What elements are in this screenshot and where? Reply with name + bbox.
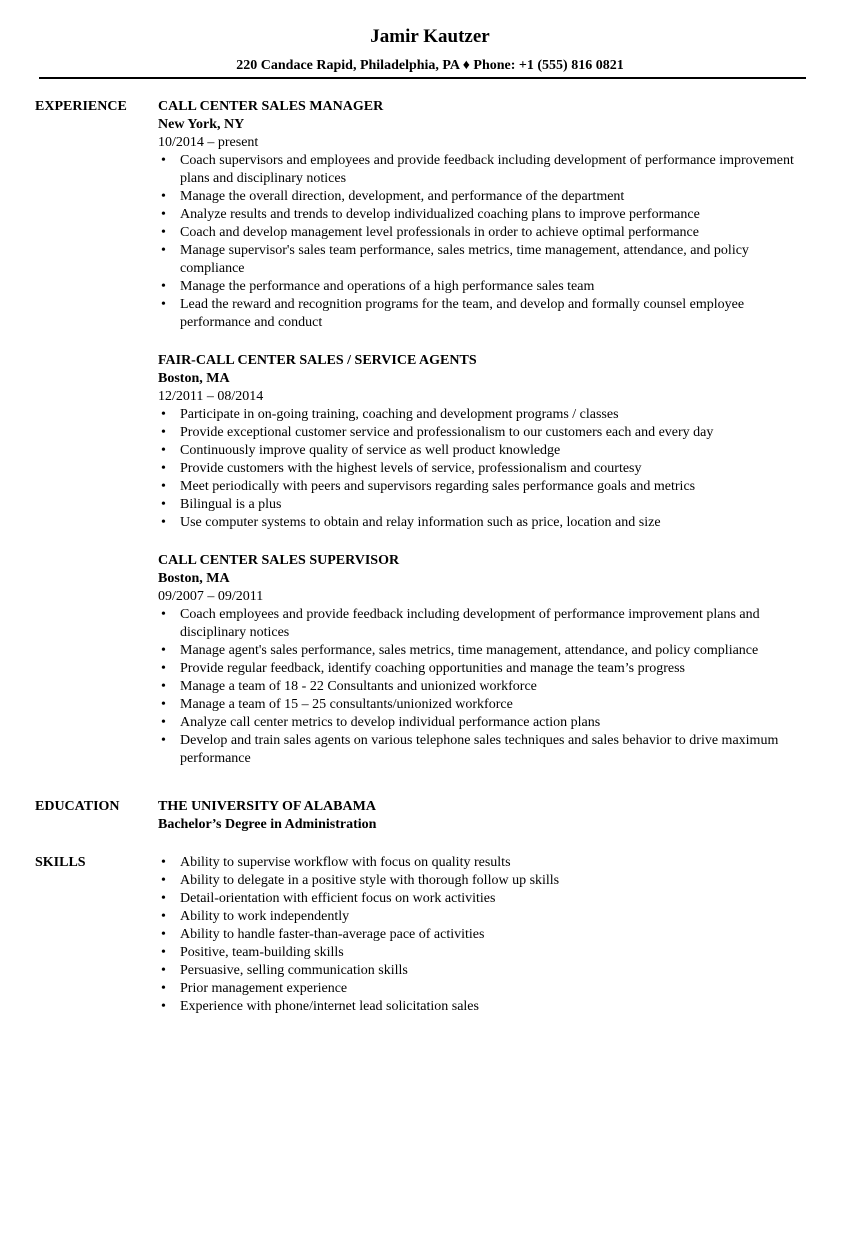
list-item: • Analyze results and trends to develop individualized coaching plans to improve performance	[158, 206, 808, 224]
job-dates: 09/2007 – 09/2011	[158, 589, 264, 604]
list-item: • Prior management experience	[158, 980, 808, 998]
skills-list	[158, 854, 808, 1016]
experience-body	[158, 98, 808, 788]
list-item: • Experience with phone/internet lead solicitation sales	[158, 998, 808, 1016]
contact-line: 220 Candace Rapid, Philadelphia, PA ♦ Phone: +1 (555) 816 0821	[236, 58, 624, 73]
job-location: Boston, MA	[158, 571, 230, 586]
list-item: • Develop and train sales agents on various telephone sales techniques and sales behavior to drive maximum performance	[158, 732, 808, 768]
job-title: CALL CENTER SALES MANAGER	[158, 99, 384, 114]
list-item: • Ability to work independently	[158, 908, 808, 926]
list-item: • Manage agent's sales performance, sales metrics, time management, attendance, and policy compliance	[158, 642, 808, 660]
job-entry	[158, 352, 808, 532]
list-item: • Detail-orientation with efficient focus on work activities	[158, 890, 808, 908]
job-entry	[158, 98, 808, 332]
job-bullets	[158, 406, 808, 532]
job-title: CALL CENTER SALES SUPERVISOR	[158, 553, 400, 568]
section-title-education: EDUCATION	[35, 799, 120, 814]
section-title-experience: EXPERIENCE	[35, 99, 127, 114]
education-body	[158, 798, 808, 834]
list-item: • Manage a team of 15 – 25 consultants/unionized workforce	[158, 696, 808, 714]
list-item: • Continuously improve quality of service as well product knowledge	[158, 442, 808, 460]
list-item: • Coach employees and provide feedback including development of performance improvement plans and disciplinary notices	[158, 606, 808, 642]
list-item: • Analyze call center metrics to develop individual performance action plans	[158, 714, 808, 732]
header-divider	[39, 77, 806, 79]
school-name: THE UNIVERSITY OF ALABAMA	[158, 799, 376, 814]
list-item: • Coach supervisors and employees and provide feedback including development of performance improvement plans and disciplinary notices	[158, 152, 808, 188]
resume-header	[0, 26, 860, 75]
degree: Bachelor’s Degree in Administration	[158, 817, 377, 832]
list-item: • Manage the performance and operations of a high performance sales team	[158, 278, 808, 296]
list-item: • Ability to supervise workflow with focus on quality results	[158, 854, 808, 872]
job-bullets	[158, 152, 808, 332]
list-item: • Lead the reward and recognition programs for the team, and develop and formally counsel employee performance and conduct	[158, 296, 808, 332]
list-item: • Ability to handle faster-than-average pace of activities	[158, 926, 808, 944]
list-item: • Manage supervisor's sales team performance, sales metrics, time management, attendance, and policy compliance	[158, 242, 808, 278]
job-location: Boston, MA	[158, 371, 230, 386]
list-item: • Ability to delegate in a positive style with thorough follow up skills	[158, 872, 808, 890]
skills-body	[158, 854, 808, 1016]
list-item: • Use computer systems to obtain and relay information such as price, location and size	[158, 514, 808, 532]
list-item: • Meet periodically with peers and supervisors regarding sales performance goals and metrics	[158, 478, 808, 496]
list-item: • Positive, team-building skills	[158, 944, 808, 962]
job-bullets	[158, 606, 808, 768]
candidate-name: Jamir Kautzer	[370, 26, 490, 47]
list-item: • Manage the overall direction, development, and performance of the department	[158, 188, 808, 206]
list-item: • Participate in on-going training, coaching and development programs / classes	[158, 406, 808, 424]
list-item: • Provide regular feedback, identify coaching opportunities and manage the team’s progress	[158, 660, 808, 678]
section-title-skills: SKILLS	[35, 855, 86, 870]
list-item: • Bilingual is a plus	[158, 496, 808, 514]
job-entry	[158, 552, 808, 768]
list-item: • Persuasive, selling communication skills	[158, 962, 808, 980]
list-item: • Provide exceptional customer service and professionalism to our customers each and every day	[158, 424, 808, 442]
job-dates: 10/2014 – present	[158, 135, 259, 150]
list-item: • Coach and develop management level professionals in order to achieve optimal performance	[158, 224, 808, 242]
list-item: • Provide customers with the highest levels of service, professionalism and courtesy	[158, 460, 808, 478]
job-dates: 12/2011 – 08/2014	[158, 389, 264, 404]
job-location: New York, NY	[158, 117, 245, 132]
list-item: • Manage a team of 18 - 22 Consultants and unionized workforce	[158, 678, 808, 696]
job-title: FAIR-CALL CENTER SALES / SERVICE AGENTS	[158, 353, 477, 368]
